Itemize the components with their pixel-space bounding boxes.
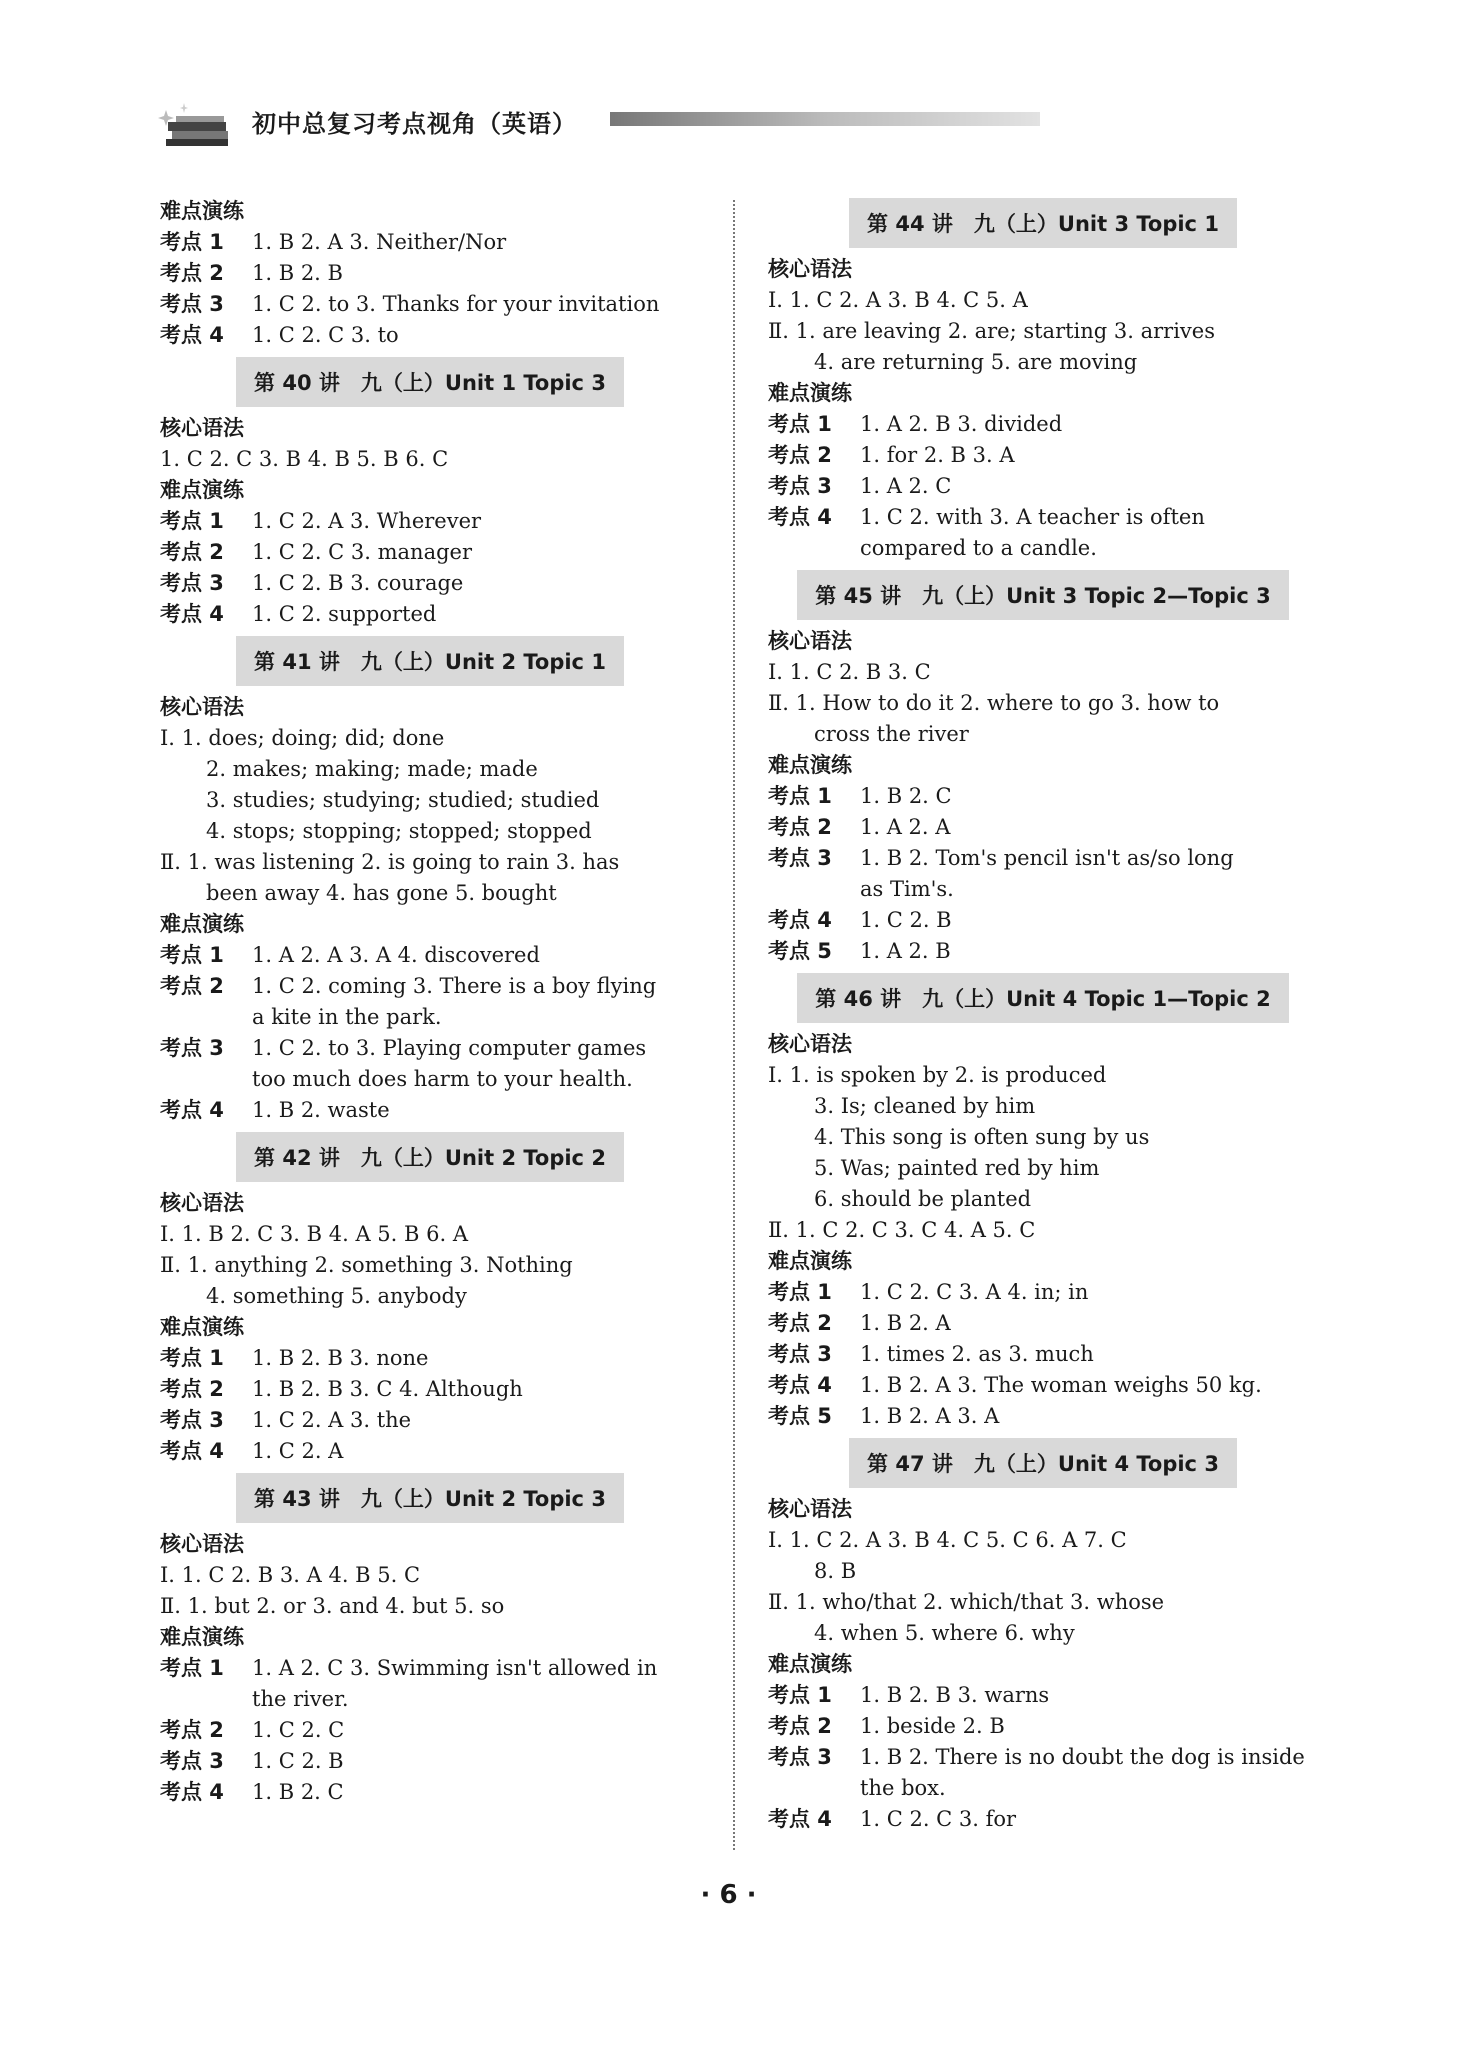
answers: 4. This song is often sung by us [814,1125,1150,1149]
answers: 1. B 2. A 3. The woman weighs 50 kg. [860,1373,1262,1397]
kp-label: 考点 3 [768,1342,832,1366]
kp-label: 考点 1 [768,412,832,436]
answers: Ⅱ. 1. who/that 2. which/that 3. whose [768,1590,1165,1614]
lecture-title: 第 42 讲 九（上）Unit 2 Topic 2 [236,1132,624,1182]
lecture-42 [160,1126,700,1188]
answers: Ⅱ. 1. How to do it 2. where to go 3. how to [768,691,1220,715]
answers: 1. C 2. C [252,1718,345,1742]
kp-label: 考点 1 [768,784,832,808]
lecture-title: 第 44 讲 九（上）Unit 3 Topic 1 [849,198,1237,248]
answers: 1. B 2. C [252,1780,344,1804]
answers: Ⅱ. 1. C 2. C 3. C 4. A 5. C [768,1218,1036,1242]
kp-label: 考点 4 [768,908,832,932]
difficult-heading: 难点演练 [160,199,244,223]
answers: 1. B 2. B 3. warns [860,1683,1050,1707]
lecture-title: 第 47 讲 九（上）Unit 4 Topic 3 [849,1438,1237,1488]
lecture-44 [768,192,1318,254]
difficult-heading: 难点演练 [768,1249,852,1273]
answers: Ⅱ. 1. are leaving 2. are; starting 3. arrives [768,319,1215,343]
kp-label: 考点 4 [160,602,224,626]
answers: 6. should be planted [814,1187,1032,1211]
answers: 1. C 2. with 3. A teacher is often [860,505,1205,529]
answers: Ⅰ. 1. C 2. A 3. B 4. C 5. C 6. A 7. C [768,1528,1127,1552]
kp-label: 考点 1 [160,230,224,254]
book-title: 初中总复习考点视角（英语） [252,110,577,138]
answers: Ⅰ. 1. does; doing; did; done [160,726,445,750]
lecture-45 [768,564,1318,626]
answers: been away 4. has gone 5. bought [206,881,557,905]
kp-label: 考点 2 [160,540,224,564]
lecture-46 [768,967,1318,1029]
kp-label: 考点 3 [160,292,224,316]
kp-label: 考点 3 [160,571,224,595]
difficult-heading: 难点演练 [160,1625,244,1649]
answers: a kite in the park. [252,1005,442,1029]
answers: Ⅰ. 1. B 2. C 3. B 4. A 5. B 6. A [160,1222,468,1246]
answers: 1. C 2. C 3. B 4. B 5. B 6. C [160,447,449,471]
answers: 1. B 2. C [860,784,952,808]
answers: 1. times 2. as 3. much [860,1342,1094,1366]
answers: Ⅰ. 1. C 2. B 3. C [768,660,931,684]
books-logo-icon [150,88,240,148]
lecture-41 [160,630,700,692]
difficult-heading: 难点演练 [768,1652,852,1676]
kp-label: 考点 2 [160,1377,224,1401]
answers: 1. B 2. waste [252,1098,390,1122]
answers: 1. C 2. C 3. to [252,323,399,347]
difficult-heading: 难点演练 [768,753,852,777]
answers: 1. B 2. Tom's pencil isn't as/so long [860,846,1234,870]
answers: 4. stops; stopping; stopped; stopped [206,819,592,843]
answers: 1. A 2. C [860,474,952,498]
answers: the river. [252,1687,349,1711]
kp-label: 考点 2 [160,1718,224,1742]
kp-label: 考点 5 [768,1404,832,1428]
kp-label: 考点 3 [768,474,832,498]
core-heading: 核心语法 [768,1497,852,1521]
section-continued [160,196,700,351]
kp-label: 考点 1 [160,943,224,967]
answers: 1. C 2. coming 3. There is a boy flying [252,974,657,998]
answers: 1. C 2. A 3. Wherever [252,509,482,533]
answers: compared to a candle. [860,536,1097,560]
answers: the box. [860,1776,946,1800]
kp-label: 考点 3 [160,1408,224,1432]
kp-label: 考点 1 [160,509,224,533]
answers: 5. Was; painted red by him [814,1156,1100,1180]
answers: 2. makes; making; made; made [206,757,538,781]
answers: 1. C 2. to 3. Playing computer games [252,1036,647,1060]
answers: 1. B 2. A [860,1311,951,1335]
kp-label: 考点 3 [160,1749,224,1773]
lecture-43 [160,1467,700,1529]
answers: 1. C 2. B [252,1749,344,1773]
answers: 3. Is; cleaned by him [814,1094,1036,1118]
kp-label: 考点 4 [768,505,832,529]
answers: 1. A 2. B 3. divided [860,412,1063,436]
lecture-title: 第 45 讲 九（上）Unit 3 Topic 2—Topic 3 [797,570,1288,620]
answers: 1. A 2. A [860,815,951,839]
kp-label: 考点 2 [768,1714,832,1738]
lecture-47 [768,1432,1318,1494]
core-heading: 核心语法 [768,629,852,653]
answers: Ⅰ. 1. C 2. A 3. B 4. C 5. A [768,288,1028,312]
answers: 1. C 2. A [252,1439,344,1463]
answers: 1. B 2. B 3. C 4. Although [252,1377,523,1401]
answers: cross the river [814,722,969,746]
difficult-heading: 难点演练 [160,912,244,936]
answers: 1. A 2. B [860,939,951,963]
answers: 3. studies; studying; studied; studied [206,788,600,812]
kp-label: 考点 1 [768,1280,832,1304]
answers: 1. B 2. There is no doubt the dog is inside [860,1745,1305,1769]
answers: 1. C 2. B [860,908,952,932]
kp-label: 考点 5 [768,939,832,963]
kp-label: 考点 2 [160,974,224,998]
right-column [768,196,1318,1835]
answers: Ⅰ. 1. C 2. B 3. A 4. B 5. C [160,1563,421,1587]
kp-label: 考点 4 [160,1780,224,1804]
kp-label: 考点 4 [768,1373,832,1397]
difficult-heading: 难点演练 [160,1315,244,1339]
answers: too much does harm to your health. [252,1067,633,1091]
kp-label: 考点 4 [160,1098,224,1122]
answers: Ⅱ. 1. was listening 2. is going to rain 3. has [160,850,620,874]
kp-label: 考点 3 [768,1745,832,1769]
answers: 1. B 2. B [252,261,343,285]
answers: 1. B 2. B 3. none [252,1346,429,1370]
kp-label: 考点 1 [768,1683,832,1707]
kp-label: 考点 1 [160,1346,224,1370]
answers: 1. C 2. C 3. for [860,1807,1017,1831]
answers: 4. something 5. anybody [206,1284,467,1308]
core-heading: 核心语法 [768,1032,852,1056]
core-heading: 核心语法 [160,1532,244,1556]
answers: 1. C 2. A 3. the [252,1408,412,1432]
lecture-title: 第 41 讲 九（上）Unit 2 Topic 1 [236,636,624,686]
answers: 1. C 2. C 3. A 4. in; in [860,1280,1089,1304]
answers: 1. B 2. A 3. A [860,1404,1000,1428]
answers: as Tim's. [860,877,954,901]
kp-label: 考点 4 [160,323,224,347]
core-heading: 核心语法 [160,416,244,440]
answers: 1. for 2. B 3. A [860,443,1015,467]
kp-label: 考点 2 [768,443,832,467]
answers: Ⅱ. 1. anything 2. something 3. Nothing [160,1253,573,1277]
lecture-40 [160,351,700,413]
core-heading: 核心语法 [160,695,244,719]
lecture-title: 第 43 讲 九（上）Unit 2 Topic 3 [236,1473,624,1523]
answers: Ⅰ. 1. is spoken by 2. is produced [768,1063,1107,1087]
kp-label: 考点 2 [160,261,224,285]
answers: 1. B 2. A 3. Neither/Nor [252,230,507,254]
kp-label: 考点 1 [160,1656,224,1680]
column-divider [733,200,735,1850]
kp-label: 考点 2 [768,815,832,839]
answers: 8. B [814,1559,857,1583]
lecture-title: 第 46 讲 九（上）Unit 4 Topic 1—Topic 2 [797,973,1288,1023]
lecture-title: 第 40 讲 九（上）Unit 1 Topic 3 [236,357,624,407]
kp-label: 考点 3 [160,1036,224,1060]
kp-label: 考点 2 [768,1311,832,1335]
answers: 1. beside 2. B [860,1714,1005,1738]
core-heading: 核心语法 [768,257,852,281]
difficult-heading: 难点演练 [160,478,244,502]
answers: 4. are returning 5. are moving [814,350,1138,374]
answers: Ⅱ. 1. but 2. or 3. and 4. but 5. so [160,1594,505,1618]
answers: 1. A 2. C 3. Swimming isn't allowed in [252,1656,658,1680]
page-header [150,88,910,148]
kp-label: 考点 3 [768,846,832,870]
core-heading: 核心语法 [160,1191,244,1215]
answers: 1. C 2. supported [252,602,437,626]
answers: 4. when 5. where 6. why [814,1621,1075,1645]
answers: 1. C 2. C 3. manager [252,540,473,564]
answers: 1. C 2. to 3. Thanks for your invitation [252,292,660,316]
difficult-heading: 难点演练 [768,381,852,405]
kp-label: 考点 4 [160,1439,224,1463]
answers: 1. C 2. B 3. courage [252,571,464,595]
left-column [160,196,700,1808]
header-decoration-bar [610,112,1040,126]
page-number: · 6 · [700,1880,757,1910]
kp-label: 考点 4 [768,1807,832,1831]
answers: 1. A 2. A 3. A 4. discovered [252,943,540,967]
